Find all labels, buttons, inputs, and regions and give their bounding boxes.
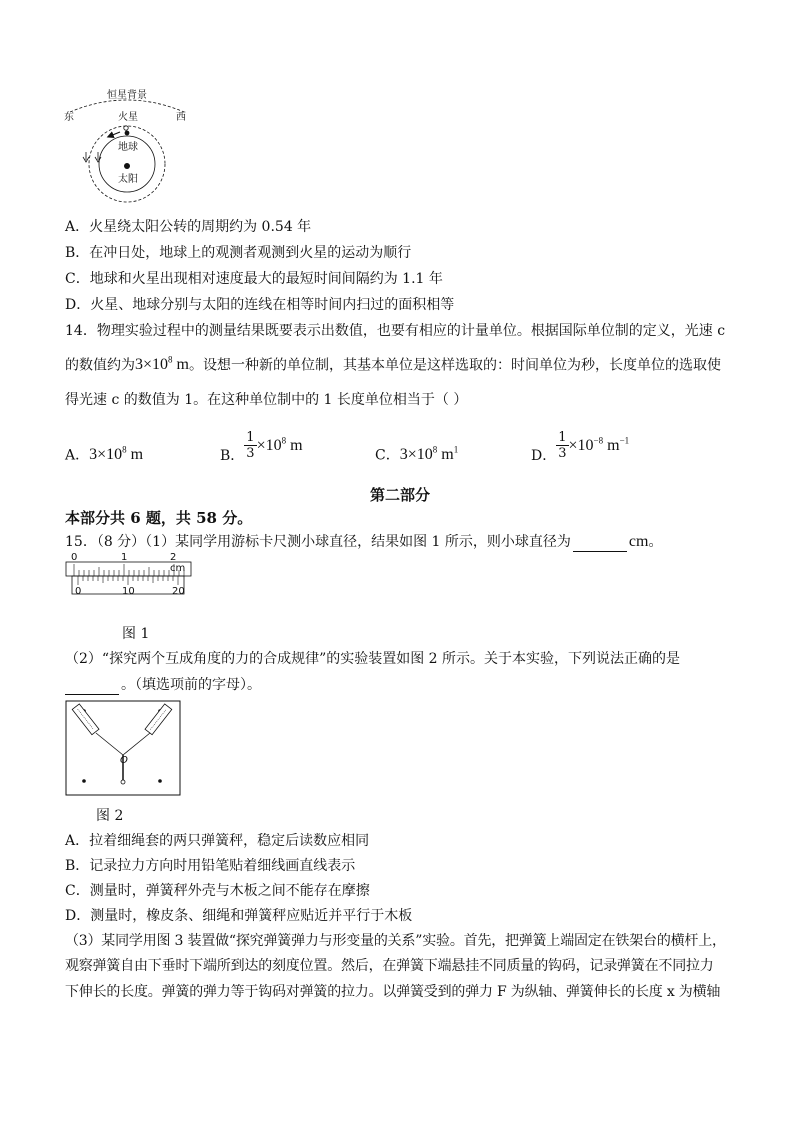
west-label: 西 bbox=[176, 112, 186, 123]
q14-option-a: A．$3\times 10^8$ m bbox=[65, 445, 144, 464]
q15-part3-line-2: 观察弹簧自由下垂时下端所到达的刻度位置。然后，在弹簧下端悬挂不同质量的钩码，记录弹簧在不同拉力 bbox=[65, 958, 714, 974]
q15-part2-line-1: （2）“探究两个互成角度的力的合成规律”的实验装置如图 2 所示。关于本实验，下列说法正确的是 bbox=[65, 651, 681, 667]
q15-part2-line-2: 。（填选项前的字母）。 bbox=[65, 675, 261, 695]
mars-label: 火星 bbox=[118, 112, 138, 123]
q15-part3-line-1: （3）某同学用图 3 装置做“探究弹簧弹力与形变量的关系”实验。首先，把弹簧上端固定在铁架台的横杆上， bbox=[65, 933, 726, 949]
q13-option-d: D．火星、地球分别与太阳的连线在相等时间内扫过的面积相等 bbox=[65, 297, 455, 313]
caliper-vernier-20: 20 bbox=[172, 586, 185, 597]
answer-blank-1[interactable] bbox=[573, 537, 627, 552]
q14-line-2 bbox=[65, 350, 721, 375]
q14-line-2-start: 的数值约为 bbox=[65, 357, 135, 374]
caliper-figure bbox=[64, 552, 194, 602]
caliper-vernier-0: 0 bbox=[75, 586, 82, 597]
q15-option-c: C．测量时，弹簧秤外壳与木板之间不能存在摩擦 bbox=[65, 883, 370, 899]
point-o-label: O bbox=[120, 755, 128, 766]
caliper-main-1: 1 bbox=[121, 552, 128, 563]
q14-line-3: 得光速 c 的数值为 1。在这种单位制中的 1 长度单位相当于（ ） bbox=[65, 392, 468, 408]
q15-option-a: A．拉着细绳套的两只弹簧秤，稳定后读数应相同 bbox=[65, 833, 370, 849]
q14-option-d: D． $\frac{1}{3}$ $\times 10^{-8}$ $m^{-1}$ bbox=[531, 430, 630, 464]
q14-line-1: 14．物理实验过程中的测量结果既要表示出数值，也要有相应的计量单位。根据国际单位制的定义，光速 c bbox=[65, 323, 726, 339]
q13-option-c: C．地球和火星出现相对速度最大的最短时间间隔约为 1.1 年 bbox=[65, 271, 443, 287]
q14-options bbox=[65, 430, 765, 462]
star-background-label: 恒星背景 bbox=[107, 90, 147, 101]
q13-option-b: B．在冲日处，地球上的观测者观测到火星的运动为顺行 bbox=[65, 245, 412, 261]
answer-blank-2[interactable] bbox=[65, 680, 119, 695]
q14-speed-value: $3\times 10^8$ m bbox=[135, 355, 189, 374]
q14-option-b: B． $\frac{1}{3}$ $\times 10^8$ m bbox=[220, 430, 303, 464]
earth-label: 地球 bbox=[118, 142, 138, 153]
orbit-figure bbox=[62, 86, 192, 206]
caliper-main-2: 2 cm bbox=[170, 552, 186, 574]
caliper-main-0: 0 bbox=[71, 552, 78, 563]
part-2-heading: 第二部分 bbox=[369, 486, 430, 504]
figure-1-caption: 图 1 bbox=[122, 626, 150, 642]
east-label: 东 bbox=[64, 112, 74, 123]
force-board-diagram bbox=[64, 697, 184, 797]
q14-option-c: C．$3\times 10^8$ $m^1$ bbox=[375, 445, 459, 464]
figure-2 bbox=[64, 697, 184, 797]
q15-option-b: B．记录拉力方向时用铅笔贴着细线画直线表示 bbox=[65, 858, 356, 874]
caliper-vernier-10: 10 bbox=[122, 586, 135, 597]
q15-part3-line-3: 下伸长的长度。弹簧的弹力等于钩码对弹簧的拉力。以弹簧受到的弹力 F 为纵轴、弹簧伸长的长度 x 为横轴 bbox=[65, 984, 721, 1000]
q15-line-1: 15．（8 分）（1）某同学用游标卡尺测小球直径，结果如图 1 所示，则小球直径为 cm。 bbox=[65, 533, 663, 550]
q13-option-a: A．火星绕太阳公转的周期约为 0.54 年 bbox=[65, 219, 312, 235]
part-2-subheading: 本部分共 6 题，共 58 分。 bbox=[65, 509, 253, 527]
figure-2-caption: 图 2 bbox=[96, 808, 124, 824]
sun-label: 太阳 bbox=[118, 174, 138, 185]
q15-option-d: D．测量时，橡皮条、细绳和弹簧秤应贴近并平行于木板 bbox=[65, 908, 413, 924]
q14-line-2-end: 。设想一种新的单位制，其基本单位是这样选取的：时间单位为秒，长度单位的选取使 bbox=[188, 357, 721, 374]
